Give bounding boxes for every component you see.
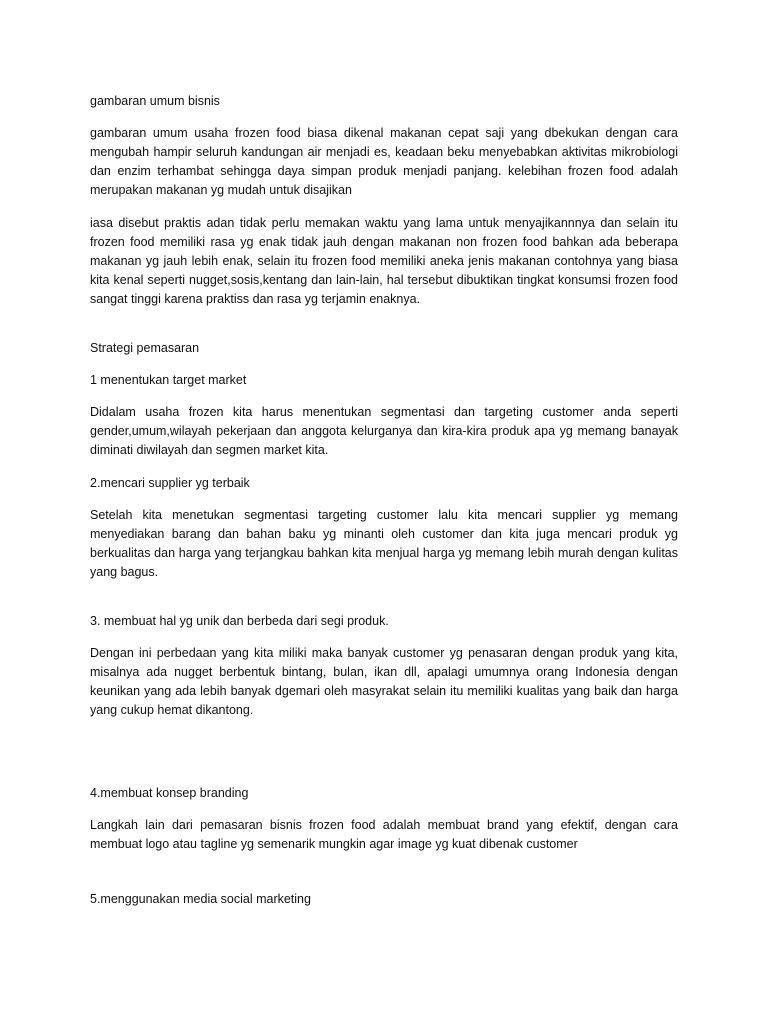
strategy-item-2-body: Setelah kita menetukan segmentasi targeting customer lalu kita mencari supplier yg memang menyediakan barang dan bahan baku yg minanti oleh customer dan kita juga mencari produk yg berkualitas dan harga yang terjangkau bahkan kita menjual harga yg memang lebih murah dengan kulitas yang bagus. [90, 508, 678, 579]
strategy-item-3-body: Dengan ini perbedaan yang kita miliki maka banyak customer yg penasaran dengan produk yang kita, misalnya ada nugget berbentuk bintang, bulan, ikan dll, apalagi umumnya orang Indonesia dengan keunikan yang ada lebih banyak dgemari oleh masyrakat selain itu memiliki kualitas yang baik dan harga yang cukup hemat dikantong. [90, 646, 678, 717]
overview-paragraph-2: iasa disebut praktis adan tidak perlu memakan waktu yang lama untuk menyajikannnya dan selain itu frozen food memiliki rasa yg enak tidak jauh dengan makanan non frozen food bahkan ada beberapa makanan yg jauh lebih enak, selain itu frozen food memiliki aneka jenis makanan contohnya yang biasa kita kenal seperti nugget,sosis,kentang dan lain-lain, hal tersebut dibuktikan tingkat konsumsi frozen food sangat tinggi karena praktiss dan rasa yg terjamin enaknya. [90, 216, 678, 306]
document-page [90, 92, 678, 922]
strategy-item-1-title: 1 menentukan target market [90, 373, 247, 387]
strategy-item-4-title: 4.membuat konsep branding [90, 786, 249, 800]
strategy-item-3-title: 3. membuat hal yg unik dan berbeda dari segi produk. [90, 614, 389, 628]
strategy-item-4-body: Langkah lain dari pemasaran bisnis frozen food adalah membuat brand yang efektif, dengan cara membuat logo atau tagline yg semenarik mungkin agar image yg kuat dibenak customer [90, 818, 678, 851]
section-title-strategy: Strategi pemasaran [90, 341, 200, 355]
strategy-item-2-title: 2.mencari supplier yg terbaik [90, 476, 250, 490]
section-title-overview: gambaran umum bisnis [90, 94, 220, 108]
strategy-item-5-title: 5.menggunakan media social marketing [90, 892, 311, 906]
overview-paragraph-1: gambaran umum usaha frozen food biasa dikenal makanan cepat saji yang dbekukan dengan cara mengubah hampir seluruh kandungan air menjadi es, keadaan beku menyebabkan aktivitas mikrobiologi dan enzim terhambat sehingga daya simpan produk menjadi panjang. kelebihan frozen food adalah merupakan makanan yg mudah untuk disajikan [90, 126, 678, 197]
strategy-item-1-body: Didalam usaha frozen kita harus menentukan segmentasi dan targeting customer anda seperti gender,umum,wilayah pekerjaan dan anggota kelurganya dan kira-kira produk apa yg memang banayak diminati diwilayah dan segmen market kita. [90, 405, 678, 457]
